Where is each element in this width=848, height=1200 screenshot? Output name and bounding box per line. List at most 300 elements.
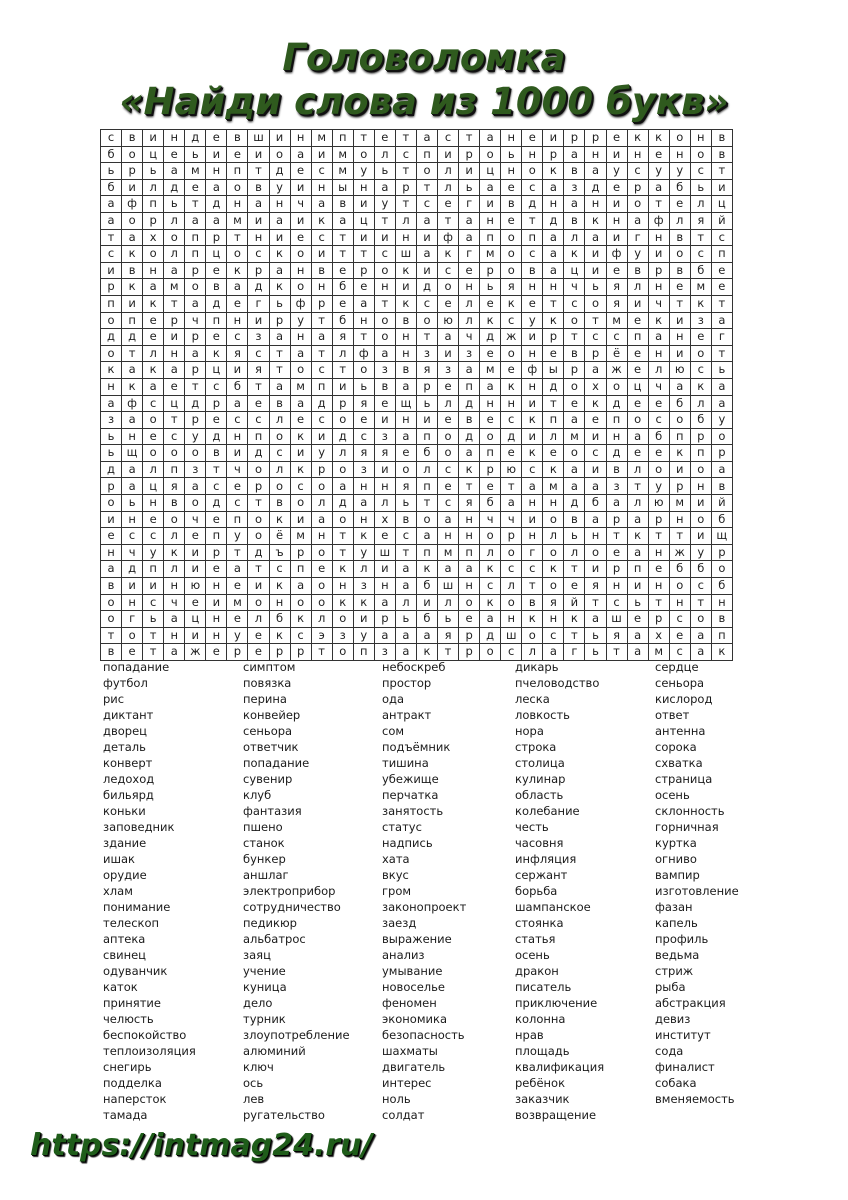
grid-cell[interactable]: ч bbox=[649, 379, 670, 396]
grid-cell[interactable]: е bbox=[649, 445, 670, 462]
grid-cell[interactable]: а bbox=[417, 130, 438, 147]
grid-cell[interactable]: а bbox=[459, 230, 480, 247]
grid-cell[interactable]: н bbox=[522, 279, 543, 296]
grid-cell[interactable]: р bbox=[333, 396, 354, 413]
grid-cell[interactable]: л bbox=[438, 595, 459, 612]
grid-cell[interactable]: о bbox=[438, 279, 459, 296]
grid-cell[interactable]: к bbox=[270, 279, 291, 296]
grid-cell[interactable]: л bbox=[459, 296, 480, 313]
grid-cell[interactable]: б bbox=[101, 180, 122, 197]
grid-cell[interactable]: р bbox=[691, 429, 712, 446]
grid-cell[interactable]: о bbox=[270, 478, 291, 495]
grid-cell[interactable]: н bbox=[522, 147, 543, 164]
grid-cell[interactable]: к bbox=[270, 246, 291, 263]
grid-cell[interactable]: н bbox=[396, 346, 417, 363]
grid-cell[interactable]: с bbox=[227, 495, 248, 512]
grid-cell[interactable]: к bbox=[585, 396, 606, 413]
grid-cell[interactable]: а bbox=[628, 628, 649, 645]
grid-cell[interactable]: в bbox=[396, 362, 417, 379]
grid-cell[interactable]: г bbox=[564, 644, 585, 661]
grid-cell[interactable]: н bbox=[459, 528, 480, 545]
grid-cell[interactable]: м bbox=[543, 478, 564, 495]
grid-cell[interactable]: т bbox=[691, 595, 712, 612]
grid-cell[interactable]: е bbox=[185, 180, 206, 197]
grid-cell[interactable]: л bbox=[670, 213, 691, 230]
grid-cell[interactable]: о bbox=[185, 279, 206, 296]
grid-cell[interactable]: н bbox=[396, 329, 417, 346]
grid-cell[interactable]: и bbox=[480, 196, 501, 213]
grid-cell[interactable]: у bbox=[312, 445, 333, 462]
grid-cell[interactable]: е bbox=[143, 313, 164, 330]
grid-cell[interactable]: с bbox=[312, 412, 333, 429]
grid-cell[interactable]: н bbox=[354, 512, 375, 529]
grid-cell[interactable]: у bbox=[712, 412, 733, 429]
grid-cell[interactable]: к bbox=[564, 611, 585, 628]
grid-cell[interactable]: п bbox=[312, 379, 333, 396]
grid-cell[interactable]: р bbox=[312, 296, 333, 313]
grid-cell[interactable]: з bbox=[438, 362, 459, 379]
grid-cell[interactable]: п bbox=[628, 329, 649, 346]
grid-cell[interactable]: з bbox=[375, 429, 396, 446]
grid-cell[interactable]: и bbox=[227, 445, 248, 462]
grid-cell[interactable]: т bbox=[712, 296, 733, 313]
grid-cell[interactable]: р bbox=[270, 644, 291, 661]
grid-cell[interactable]: р bbox=[354, 263, 375, 280]
grid-cell[interactable]: т bbox=[438, 644, 459, 661]
grid-cell[interactable]: ь bbox=[417, 396, 438, 413]
grid-cell[interactable]: д bbox=[164, 180, 185, 197]
grid-cell[interactable]: а bbox=[270, 329, 291, 346]
grid-cell[interactable]: д bbox=[543, 213, 564, 230]
grid-cell[interactable]: н bbox=[585, 528, 606, 545]
grid-cell[interactable]: и bbox=[585, 246, 606, 263]
grid-cell[interactable]: х bbox=[143, 230, 164, 247]
grid-cell[interactable]: т bbox=[312, 644, 333, 661]
grid-cell[interactable]: т bbox=[185, 379, 206, 396]
grid-cell[interactable]: в bbox=[164, 495, 185, 512]
grid-cell[interactable]: о bbox=[480, 147, 501, 164]
grid-cell[interactable]: о bbox=[501, 595, 522, 612]
grid-cell[interactable]: в bbox=[607, 462, 628, 479]
grid-cell[interactable]: е bbox=[206, 263, 227, 280]
grid-cell[interactable]: т bbox=[417, 180, 438, 197]
grid-cell[interactable]: с bbox=[396, 147, 417, 164]
grid-cell[interactable]: а bbox=[417, 246, 438, 263]
grid-cell[interactable]: н bbox=[607, 213, 628, 230]
grid-cell[interactable]: м bbox=[333, 163, 354, 180]
grid-cell[interactable]: т bbox=[459, 478, 480, 495]
grid-cell[interactable]: а bbox=[375, 595, 396, 612]
grid-cell[interactable]: т bbox=[375, 296, 396, 313]
grid-cell[interactable]: и bbox=[333, 379, 354, 396]
grid-cell[interactable]: т bbox=[691, 230, 712, 247]
grid-cell[interactable]: о bbox=[522, 163, 543, 180]
grid-cell[interactable]: а bbox=[101, 196, 122, 213]
grid-cell[interactable]: в bbox=[122, 130, 143, 147]
grid-cell[interactable]: д bbox=[248, 445, 269, 462]
grid-cell[interactable]: т bbox=[670, 528, 691, 545]
grid-cell[interactable]: к bbox=[543, 561, 564, 578]
grid-cell[interactable]: ц bbox=[628, 379, 649, 396]
grid-cell[interactable]: т bbox=[607, 528, 628, 545]
grid-cell[interactable]: п bbox=[143, 196, 164, 213]
grid-cell[interactable]: р bbox=[501, 528, 522, 545]
grid-cell[interactable]: к bbox=[649, 130, 670, 147]
grid-cell[interactable]: а bbox=[564, 196, 585, 213]
grid-cell[interactable]: я bbox=[354, 396, 375, 413]
grid-cell[interactable]: ш bbox=[375, 545, 396, 562]
grid-cell[interactable]: в bbox=[712, 147, 733, 164]
grid-cell[interactable]: п bbox=[607, 412, 628, 429]
grid-cell[interactable]: в bbox=[564, 346, 585, 363]
grid-cell[interactable]: л bbox=[143, 180, 164, 197]
grid-cell[interactable]: т bbox=[375, 213, 396, 230]
grid-cell[interactable]: и bbox=[607, 147, 628, 164]
grid-cell[interactable]: к bbox=[501, 296, 522, 313]
grid-cell[interactable]: ь bbox=[101, 429, 122, 446]
grid-cell[interactable]: о bbox=[564, 445, 585, 462]
grid-cell[interactable]: е bbox=[522, 296, 543, 313]
grid-cell[interactable]: о bbox=[712, 429, 733, 446]
grid-cell[interactable]: с bbox=[206, 478, 227, 495]
grid-cell[interactable]: д bbox=[607, 445, 628, 462]
grid-cell[interactable]: н bbox=[143, 495, 164, 512]
grid-cell[interactable]: р bbox=[649, 263, 670, 280]
grid-cell[interactable]: з bbox=[564, 180, 585, 197]
grid-cell[interactable]: а bbox=[164, 362, 185, 379]
grid-cell[interactable]: н bbox=[291, 130, 312, 147]
grid-cell[interactable]: д bbox=[312, 396, 333, 413]
grid-cell[interactable]: а bbox=[396, 628, 417, 645]
grid-cell[interactable]: а bbox=[396, 578, 417, 595]
grid-cell[interactable]: н bbox=[164, 578, 185, 595]
grid-cell[interactable]: о bbox=[227, 246, 248, 263]
grid-cell[interactable]: п bbox=[101, 296, 122, 313]
grid-cell[interactable]: о bbox=[649, 462, 670, 479]
grid-cell[interactable]: р bbox=[649, 512, 670, 529]
grid-cell[interactable]: о bbox=[143, 445, 164, 462]
grid-cell[interactable]: а bbox=[649, 329, 670, 346]
grid-cell[interactable]: п bbox=[333, 130, 354, 147]
grid-cell[interactable]: е bbox=[438, 296, 459, 313]
grid-cell[interactable]: о bbox=[312, 595, 333, 612]
grid-cell[interactable]: г bbox=[712, 329, 733, 346]
grid-cell[interactable]: е bbox=[628, 445, 649, 462]
grid-cell[interactable]: н bbox=[670, 512, 691, 529]
grid-cell[interactable]: л bbox=[691, 196, 712, 213]
grid-cell[interactable]: т bbox=[712, 163, 733, 180]
grid-cell[interactable]: д bbox=[480, 628, 501, 645]
grid-cell[interactable]: к bbox=[522, 445, 543, 462]
grid-cell[interactable]: у bbox=[649, 478, 670, 495]
grid-cell[interactable]: о bbox=[164, 230, 185, 247]
grid-cell[interactable]: н bbox=[354, 478, 375, 495]
grid-cell[interactable]: б bbox=[417, 445, 438, 462]
grid-cell[interactable]: а bbox=[122, 462, 143, 479]
grid-cell[interactable]: е bbox=[649, 147, 670, 164]
grid-cell[interactable]: е bbox=[649, 396, 670, 413]
grid-cell[interactable]: ь bbox=[122, 495, 143, 512]
grid-cell[interactable]: р bbox=[270, 313, 291, 330]
grid-cell[interactable]: и bbox=[607, 196, 628, 213]
grid-cell[interactable]: т bbox=[101, 628, 122, 645]
grid-cell[interactable]: о bbox=[712, 561, 733, 578]
grid-cell[interactable]: т bbox=[396, 163, 417, 180]
grid-cell[interactable]: с bbox=[291, 628, 312, 645]
grid-cell[interactable]: с bbox=[501, 644, 522, 661]
grid-cell[interactable]: о bbox=[291, 495, 312, 512]
grid-cell[interactable]: е bbox=[227, 296, 248, 313]
grid-cell[interactable]: р bbox=[185, 362, 206, 379]
grid-cell[interactable]: п bbox=[122, 313, 143, 330]
grid-cell[interactable]: и bbox=[206, 595, 227, 612]
grid-cell[interactable]: о bbox=[101, 346, 122, 363]
grid-cell[interactable]: и bbox=[375, 561, 396, 578]
grid-cell[interactable]: к bbox=[543, 313, 564, 330]
grid-cell[interactable]: ц bbox=[206, 362, 227, 379]
grid-cell[interactable]: а bbox=[628, 429, 649, 446]
grid-cell[interactable]: а bbox=[459, 213, 480, 230]
grid-cell[interactable]: з bbox=[375, 644, 396, 661]
grid-cell[interactable]: с bbox=[101, 246, 122, 263]
grid-cell[interactable]: с bbox=[501, 561, 522, 578]
grid-cell[interactable]: в bbox=[712, 478, 733, 495]
grid-cell[interactable]: р bbox=[670, 478, 691, 495]
grid-cell[interactable]: и bbox=[522, 396, 543, 413]
grid-cell[interactable]: н bbox=[438, 528, 459, 545]
grid-cell[interactable]: е bbox=[164, 379, 185, 396]
grid-cell[interactable]: о bbox=[375, 329, 396, 346]
grid-cell[interactable]: с bbox=[143, 528, 164, 545]
grid-cell[interactable]: с bbox=[375, 246, 396, 263]
grid-cell[interactable]: к bbox=[354, 528, 375, 545]
grid-cell[interactable]: н bbox=[206, 578, 227, 595]
grid-cell[interactable]: ц bbox=[206, 246, 227, 263]
grid-cell[interactable]: о bbox=[354, 362, 375, 379]
grid-cell[interactable]: з bbox=[333, 628, 354, 645]
grid-cell[interactable]: п bbox=[206, 528, 227, 545]
grid-cell[interactable]: б bbox=[649, 429, 670, 446]
grid-cell[interactable]: п bbox=[670, 429, 691, 446]
grid-cell[interactable]: е bbox=[628, 362, 649, 379]
grid-cell[interactable]: р bbox=[543, 147, 564, 164]
grid-cell[interactable]: и bbox=[227, 362, 248, 379]
grid-cell[interactable]: е bbox=[712, 279, 733, 296]
grid-cell[interactable]: в bbox=[712, 611, 733, 628]
grid-cell[interactable]: е bbox=[101, 528, 122, 545]
grid-cell[interactable]: б bbox=[270, 611, 291, 628]
grid-cell[interactable]: р bbox=[607, 561, 628, 578]
grid-cell[interactable]: о bbox=[691, 512, 712, 529]
grid-cell[interactable]: о bbox=[501, 346, 522, 363]
grid-cell[interactable]: о bbox=[480, 644, 501, 661]
grid-cell[interactable]: а bbox=[291, 578, 312, 595]
grid-cell[interactable]: к bbox=[164, 545, 185, 562]
grid-cell[interactable]: с bbox=[227, 329, 248, 346]
grid-cell[interactable]: о bbox=[354, 147, 375, 164]
grid-cell[interactable]: о bbox=[164, 512, 185, 529]
grid-cell[interactable]: с bbox=[670, 611, 691, 628]
grid-cell[interactable]: и bbox=[354, 230, 375, 247]
grid-cell[interactable]: о bbox=[122, 628, 143, 645]
grid-cell[interactable]: и bbox=[248, 147, 269, 164]
grid-cell[interactable]: о bbox=[291, 246, 312, 263]
grid-cell[interactable]: и bbox=[543, 130, 564, 147]
grid-cell[interactable]: х bbox=[649, 628, 670, 645]
grid-cell[interactable]: т bbox=[585, 595, 606, 612]
grid-cell[interactable]: м bbox=[333, 147, 354, 164]
grid-cell[interactable]: с bbox=[522, 561, 543, 578]
grid-cell[interactable]: о bbox=[333, 512, 354, 529]
grid-cell[interactable]: с bbox=[438, 462, 459, 479]
grid-cell[interactable]: а bbox=[270, 263, 291, 280]
grid-cell[interactable]: р bbox=[248, 478, 269, 495]
grid-cell[interactable]: т bbox=[270, 346, 291, 363]
grid-cell[interactable]: ж bbox=[607, 362, 628, 379]
grid-cell[interactable]: к bbox=[522, 611, 543, 628]
grid-cell[interactable]: а bbox=[628, 545, 649, 562]
grid-cell[interactable]: п bbox=[164, 462, 185, 479]
grid-cell[interactable]: к bbox=[270, 628, 291, 645]
grid-cell[interactable]: п bbox=[291, 561, 312, 578]
grid-cell[interactable]: а bbox=[227, 279, 248, 296]
grid-cell[interactable]: н bbox=[649, 230, 670, 247]
grid-cell[interactable]: н bbox=[691, 130, 712, 147]
grid-cell[interactable]: л bbox=[543, 429, 564, 446]
grid-cell[interactable]: т bbox=[248, 495, 269, 512]
grid-cell[interactable]: л bbox=[501, 578, 522, 595]
grid-cell[interactable]: ч bbox=[185, 512, 206, 529]
grid-cell[interactable]: т bbox=[417, 329, 438, 346]
grid-cell[interactable]: с bbox=[501, 412, 522, 429]
grid-cell[interactable]: е bbox=[185, 528, 206, 545]
grid-cell[interactable]: ц bbox=[564, 263, 585, 280]
grid-cell[interactable]: и bbox=[101, 263, 122, 280]
grid-cell[interactable]: я bbox=[333, 329, 354, 346]
grid-cell[interactable]: к bbox=[691, 296, 712, 313]
grid-cell[interactable]: л bbox=[543, 528, 564, 545]
grid-cell[interactable]: а bbox=[585, 163, 606, 180]
grid-cell[interactable]: д bbox=[333, 429, 354, 446]
grid-cell[interactable]: а bbox=[543, 644, 564, 661]
grid-cell[interactable]: л bbox=[438, 396, 459, 413]
grid-cell[interactable]: и bbox=[628, 296, 649, 313]
grid-cell[interactable]: д bbox=[333, 495, 354, 512]
grid-cell[interactable]: а bbox=[396, 379, 417, 396]
grid-cell[interactable]: о bbox=[375, 263, 396, 280]
grid-cell[interactable]: к bbox=[333, 561, 354, 578]
grid-cell[interactable]: о bbox=[417, 313, 438, 330]
grid-cell[interactable]: н bbox=[543, 279, 564, 296]
grid-cell[interactable]: а bbox=[564, 147, 585, 164]
grid-cell[interactable]: ч bbox=[291, 196, 312, 213]
grid-cell[interactable]: о bbox=[248, 512, 269, 529]
grid-cell[interactable]: у bbox=[270, 180, 291, 197]
grid-cell[interactable]: о bbox=[312, 545, 333, 562]
grid-cell[interactable]: т bbox=[312, 313, 333, 330]
grid-cell[interactable]: т bbox=[333, 545, 354, 562]
grid-cell[interactable]: е bbox=[375, 130, 396, 147]
grid-cell[interactable]: я bbox=[607, 296, 628, 313]
grid-cell[interactable]: а bbox=[501, 495, 522, 512]
grid-cell[interactable]: п bbox=[459, 545, 480, 562]
grid-cell[interactable]: т bbox=[248, 561, 269, 578]
grid-cell[interactable]: з bbox=[607, 478, 628, 495]
grid-cell[interactable]: ы bbox=[543, 362, 564, 379]
grid-cell[interactable]: п bbox=[522, 230, 543, 247]
grid-cell[interactable]: д bbox=[122, 329, 143, 346]
grid-cell[interactable]: а bbox=[164, 163, 185, 180]
grid-cell[interactable]: в bbox=[459, 412, 480, 429]
grid-cell[interactable]: с bbox=[417, 296, 438, 313]
grid-cell[interactable]: е bbox=[459, 611, 480, 628]
grid-cell[interactable]: н bbox=[396, 412, 417, 429]
grid-cell[interactable]: е bbox=[543, 346, 564, 363]
grid-cell[interactable]: м bbox=[607, 313, 628, 330]
grid-cell[interactable]: н bbox=[206, 163, 227, 180]
grid-cell[interactable]: е bbox=[291, 412, 312, 429]
grid-cell[interactable]: с bbox=[312, 230, 333, 247]
grid-cell[interactable]: а bbox=[607, 495, 628, 512]
grid-cell[interactable]: и bbox=[312, 147, 333, 164]
grid-cell[interactable]: т bbox=[248, 379, 269, 396]
grid-cell[interactable]: с bbox=[227, 412, 248, 429]
grid-cell[interactable]: р bbox=[585, 130, 606, 147]
grid-cell[interactable]: о bbox=[312, 578, 333, 595]
grid-cell[interactable]: и bbox=[185, 628, 206, 645]
grid-cell[interactable]: о bbox=[333, 412, 354, 429]
grid-cell[interactable]: а bbox=[564, 478, 585, 495]
grid-cell[interactable]: т bbox=[248, 163, 269, 180]
grid-cell[interactable]: и bbox=[122, 578, 143, 595]
grid-cell[interactable]: и bbox=[375, 412, 396, 429]
grid-cell[interactable]: н bbox=[164, 628, 185, 645]
grid-cell[interactable]: в bbox=[670, 263, 691, 280]
grid-cell[interactable]: п bbox=[354, 644, 375, 661]
grid-cell[interactable]: и bbox=[291, 180, 312, 197]
grid-cell[interactable]: к bbox=[438, 246, 459, 263]
grid-cell[interactable]: т bbox=[164, 296, 185, 313]
grid-cell[interactable]: е bbox=[628, 611, 649, 628]
grid-cell[interactable]: л bbox=[564, 230, 585, 247]
grid-cell[interactable]: а bbox=[143, 379, 164, 396]
grid-cell[interactable]: а bbox=[396, 644, 417, 661]
grid-cell[interactable]: а bbox=[312, 196, 333, 213]
grid-cell[interactable]: н bbox=[670, 147, 691, 164]
grid-cell[interactable]: е bbox=[438, 478, 459, 495]
grid-cell[interactable]: о bbox=[438, 429, 459, 446]
grid-cell[interactable]: у bbox=[375, 196, 396, 213]
grid-cell[interactable]: р bbox=[206, 230, 227, 247]
grid-cell[interactable]: м bbox=[438, 545, 459, 562]
grid-cell[interactable]: к bbox=[649, 313, 670, 330]
grid-cell[interactable]: н bbox=[101, 379, 122, 396]
grid-cell[interactable]: в bbox=[206, 279, 227, 296]
grid-cell[interactable]: р bbox=[649, 611, 670, 628]
grid-cell[interactable]: и bbox=[522, 429, 543, 446]
grid-cell[interactable]: р bbox=[459, 644, 480, 661]
grid-cell[interactable]: н bbox=[501, 611, 522, 628]
grid-cell[interactable]: ф bbox=[354, 346, 375, 363]
grid-cell[interactable]: н bbox=[543, 495, 564, 512]
grid-cell[interactable]: и bbox=[291, 445, 312, 462]
grid-cell[interactable]: н bbox=[291, 263, 312, 280]
grid-cell[interactable]: е bbox=[227, 611, 248, 628]
grid-cell[interactable]: г bbox=[459, 196, 480, 213]
grid-cell[interactable]: о bbox=[248, 595, 269, 612]
grid-cell[interactable]: е bbox=[564, 396, 585, 413]
grid-cell[interactable]: р bbox=[375, 611, 396, 628]
